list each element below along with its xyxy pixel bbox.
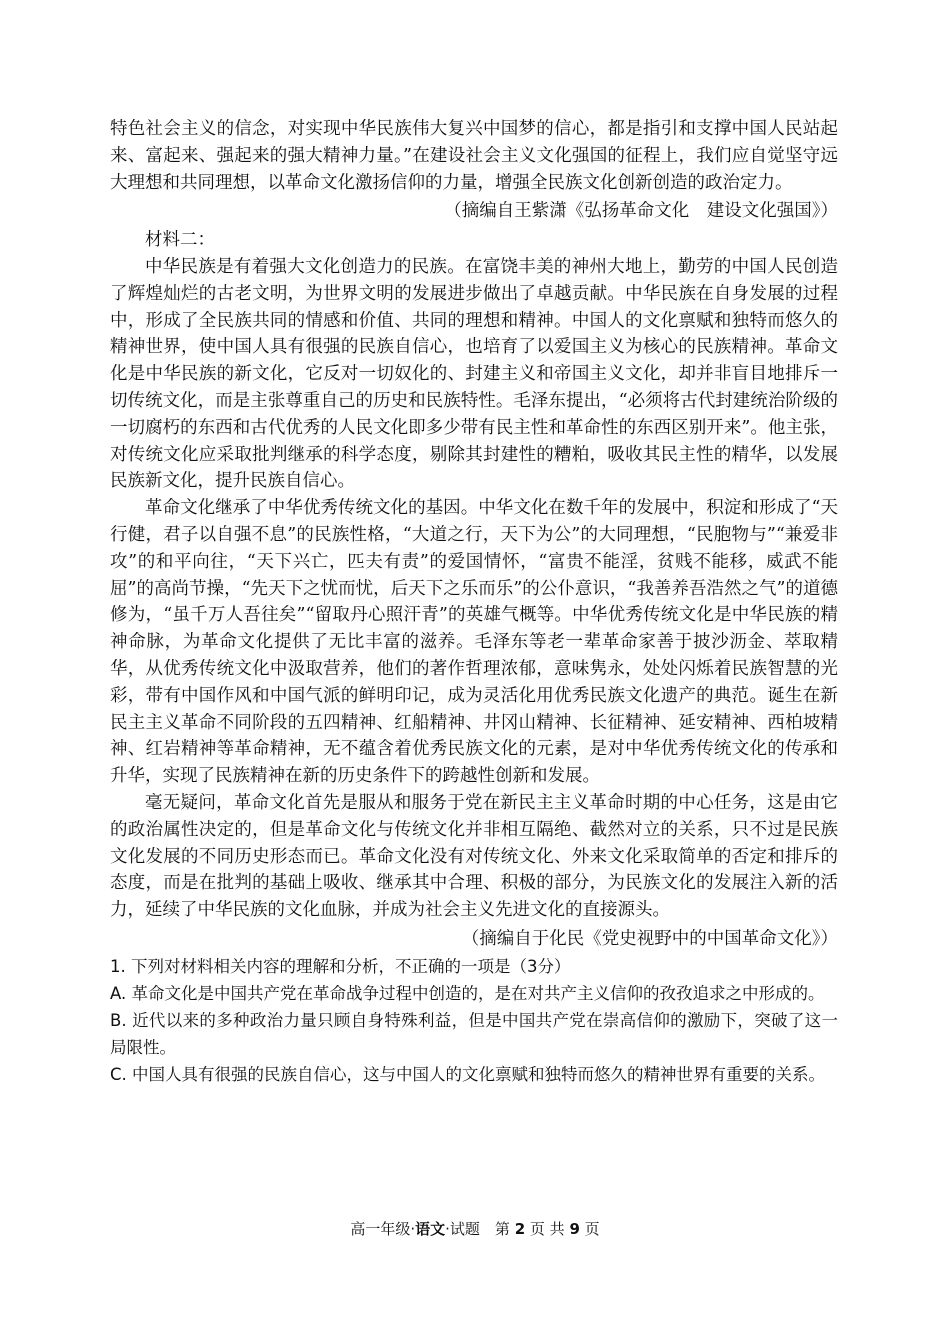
material2-paragraph-1: 中华民族是有着强大文化创造力的民族。在富饶丰美的神州大地上，勤劳的中国人民创造了辉煌灿烂的古老文明，为世界文明的发展进步做出了卓越贡献。中华民族在自身发展的过程中，形成了全民族共同的情感和价值、共同的理想和精神。中国人的文化禀赋和独特而悠久的精神世界，使中国人具有很强的民族自信心，也培育了以爱国主义为核心的民族精神。革命文化是中华民族的新文化，它反对一切奴化的、封建主义和帝国主义文化，却并非盲目地排斥一切传统文化，而是主张尊重自己的历史和民族特性。毛泽东提出，“必须将古代封建统治阶级的一切腐朽的东西和古代优秀的人民文化即多少带有民主性和革命性的东西区别开来”。他主张，对传统文化应采取批判继承的科学态度，剔除其封建性的糟粕，吸收其民主性的精华，以发展民族新文化，提升民族自信心。 [110, 256, 838, 492]
footer-label: ·试题 第 [445, 1220, 515, 1238]
material2-source: （摘编自于化民《党史视野中的中国革命文化》） [461, 928, 838, 949]
page-footer [0, 1218, 950, 1239]
footer-grade: 高一年级· [350, 1220, 416, 1238]
page-content [110, 116, 838, 1088]
question-1-stem: 1. 下列对材料相关内容的理解和分析，不正确的一项是（3分） [110, 956, 571, 976]
footer-end: 页 [579, 1220, 600, 1238]
material1-tail-paragraph: 特色社会主义的信念，对实现中华民族伟大复兴中国梦的信心，都是指引和支撑中国人民站起来、富起来、强起来的强大精神力量。”在建设社会主义文化强国的征程上，我们应自觉坚守远大理想和共同理想，以革命文化激扬信仰的力量，增强全民族文化创新创造的政治定力。 [110, 119, 838, 193]
question-1-option-a: A. 革命文化是中国共产党在革命战争过程中创造的，是在对共产主义信仰的孜孜追求之中形成的。 [110, 983, 825, 1003]
footer-mid: 页 共 [525, 1220, 570, 1238]
footer-page-number: 2 [514, 1220, 526, 1238]
footer-total-pages: 9 [569, 1220, 580, 1238]
material2-paragraph-3: 毫无疑问，革命文化首先是服从和服务于党在新民主主义革命时期的中心任务，这是由它的政治属性决定的，但是革命文化与传统文化并非相互隔绝、截然对立的关系，只不过是民族文化发展的不同历史形态而已。革命文化没有对传统文化、外来文化采取简单的否定和排斥的态度，而是在批判的基础上吸收、继承其中合理、积极的部分，为民族文化的发展注入新的活力，延续了中华民族的文化血脉，并成为社会主义先进文化的直接源头。 [110, 792, 838, 921]
question-1 [110, 953, 838, 1088]
question-1-option-c: C. 中国人具有很强的民族自信心，这与中国人的文化禀赋和独特而悠久的精神世界有重要的关系。 [110, 1064, 826, 1084]
material1-source: （摘编自王紫潇《弘扬革命文化 建设文化强国》） [444, 201, 838, 222]
question-1-option-b: B. 近代以来的多种政治力量只顾自身特殊利益，但是中国共产党在崇高信仰的激励下，突破了这一局限性。 [110, 1010, 838, 1057]
footer-subject: 语文 [415, 1220, 446, 1238]
material2-paragraph-2: 革命文化继承了中华优秀传统文化的基因。中华文化在数千年的发展中，积淀和形成了“天行健，君子以自强不息”的民族性格，“大道之行，天下为公”的大同理想，“民胞物与”“兼爱非攻”的和平向往，“天下兴亡，匹夫有责”的爱国情怀，“富贵不能淫，贫贱不能移，威武不能屈”的高尚节操，“先天下之忧而忧，后天下之乐而乐”的公仆意识，“我善养吾浩然之气”的道德修为，“虽千万人吾往矣”“留取丹心照汗青”的英雄气概等。中华优秀传统文化是中华民族的精神命脉，为革命文化提供了无比丰富的滋养。毛泽东等老一辈革命家善于披沙沥金、萃取精华，从优秀传统文化中汲取营养，他们的著作哲理浓郁，意味隽永，处处闪烁着民族智慧的光彩，带有中国作风和中国气派的鲜明印记，成为灵活化用优秀民族文化遗产的典范。诞生在新民主主义革命不同阶段的五四精神、红船精神、井冈山精神、长征精神、延安精神、西柏坡精神、红岩精神等革命精神，无不蕴含着优秀民族文化的元素，是对中华优秀传统文化的传承和升华，实现了民族精神在新的历史条件下的跨越性创新和发展。 [110, 498, 838, 787]
material2-heading: 材料二： [145, 230, 215, 251]
